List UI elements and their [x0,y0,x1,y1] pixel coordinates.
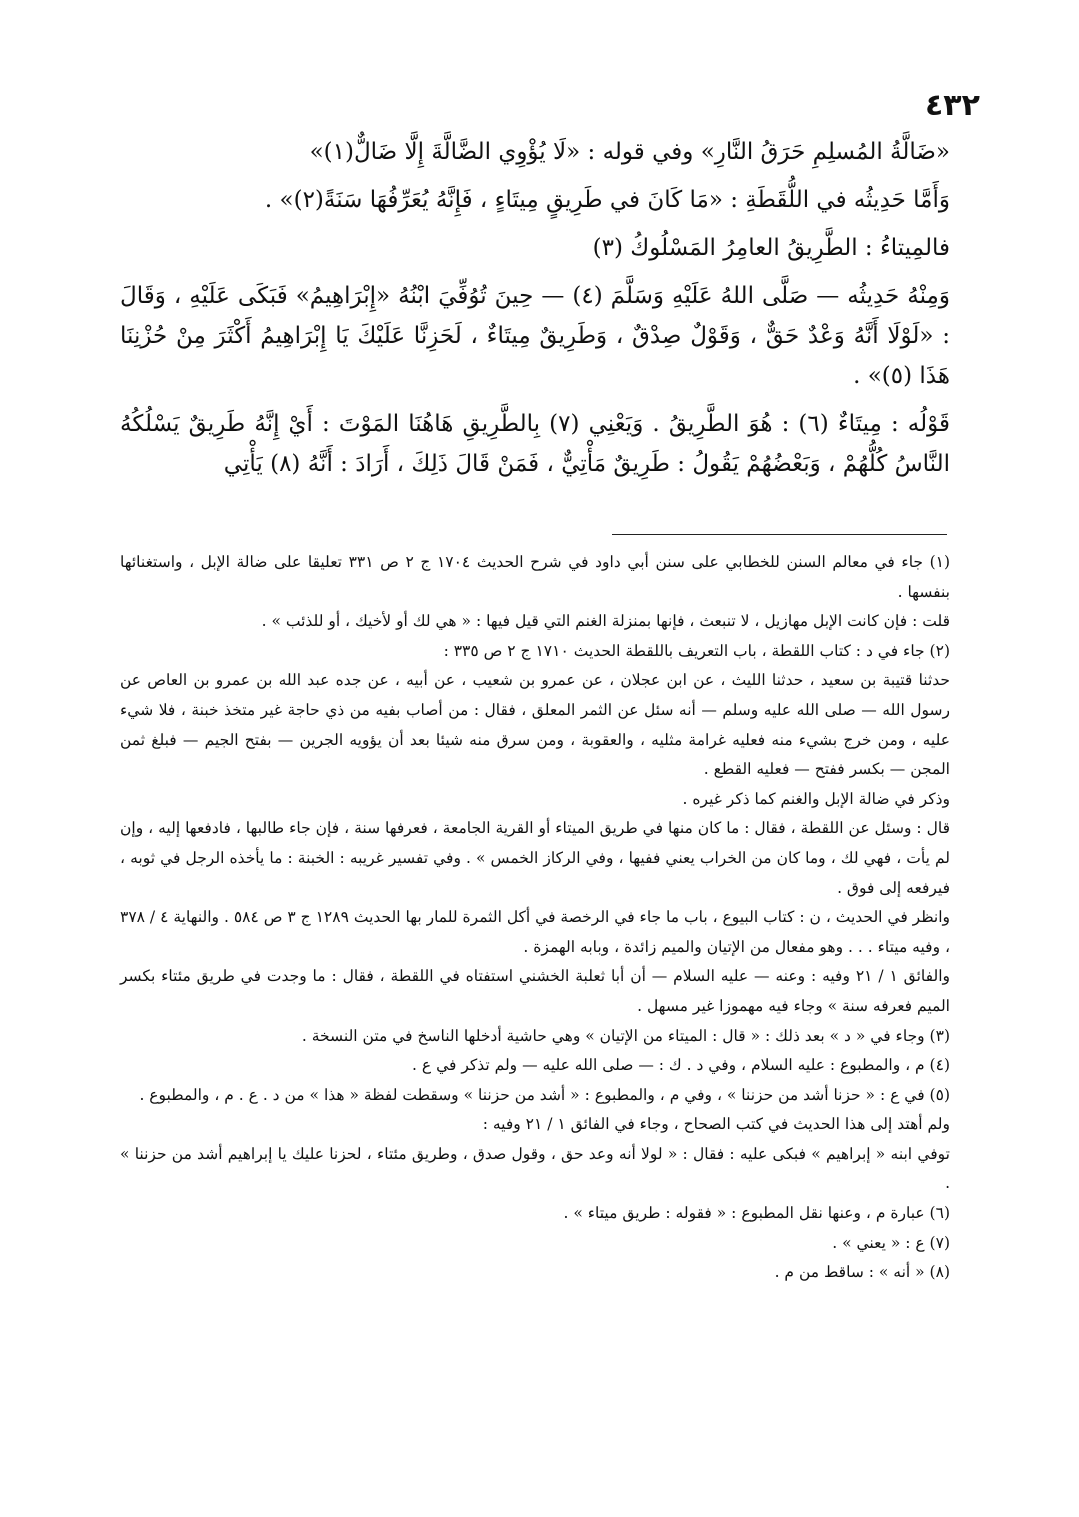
footnote-separator [612,534,947,535]
footnotes [120,548,950,1288]
footnote: ولم أهتد إلى هذا الحديث في كتب الصحاح ، وجاء في الفائق ١ / ٢١ وفيه : [482,1115,950,1134]
footnote: (٢) جاء في د : كتاب اللقطة ، باب التعريف باللقطة الحديث ١٧١٠ ج ٢ ص ٣٣٥ : [443,641,950,660]
footnote: (٣) وجاء في « د » بعد ذلك : « قال : الميتاء من الإتيان » وهي حاشية أدخلها الناسخ في متن النسخة . [301,1026,950,1045]
main-text [120,132,950,492]
footnote: (٦) عبارة م ، وعنها نقل المطبوع : « فقوله : طريق ميتاء » . [563,1204,950,1223]
footnote: وذكر في ضالة الإبل والغنم كما ذكر غيره . [682,789,950,808]
footnote: حدثنا قتيبة بن سعيد ، حدثنا الليث ، عن ابن عجلان ، عن عمرو بن شعيب ، عن أبيه ، عن جده عبد الله بن عمرو بن العاص عن رسول الله — صلى الله عليه وسلم — أنه سئل عن الثمر المعلق ، فقال : من أصاب بفيه من ذي حاجة غير متخذ خبنة ، فلا شيء عليه ، ومن خرج بشيء منه فعليه غرامة مثليه ، والعقوبة ، ومن سرق منه شيئا بعد أن يؤويه الجرين — بفتح الجيم — فبلغ ثمن المجن — بكسر ففتح — فعليه القطع . [120,671,950,779]
footnote: قلت : فإن كانت الإبل مهازيل ، لا تنبعث ، فإنها بمنزلة الغنم التي قيل فيها : « هي لك أو لأخيك ، أو للذئب » . [261,612,950,631]
footnote: (٤) م ، والمطبوع : عليه السلام ، وفي د . ك : — صلى الله عليه — ولم تذكر في ع . [412,1056,950,1075]
footnote: والفائق ١ / ٢١ وفيه : وعنه — عليه السلام — أن أبا ثعلبة الخشني استفتاه في اللقطة ، فقال : ما وجدت في طريق مئتاء بكسر الميم فعرفه سنة » وجاء فيه مهموزا غير مسهل . [120,967,950,1015]
footnote: (١) جاء في معالم السنن للخطابي على سنن أبي داود في شرح الحديث ١٧٠٤ ج ٢ ص ٣٣١ تعليقا على ضالة الإبل ، واستغنائها بنفسها . [120,553,951,601]
main-paragraph: وَمِنْهُ حَدِيثُه — صَلَّى اللهُ عَلَيْهِ وَسَلَّمَ (٤) — حِينَ تُوُفِّيَ ابْنُهُ «إِبْرَاهِيمُ» فَبَكَى عَلَيْهِ ، وَقَالَ : «لَوْلَا أَنَّهُ وَعْدٌ حَقٌّ ، وَقَوْلٌ صِدْقٌ ، وَطَرِيقٌ مِيتَاءٌ ، لَحَزِنَّا عَلَيْكَ يَا إِبْرَاهِيمُ أَكْثَرَ مِنْ حُزْنِنَا هَذَا (٥)» . [120,283,950,389]
main-paragraph: فالمِيتاءُ : الطَّرِيقُ العامِرُ المَسْلُوكُ (٣) [592,235,950,261]
footnote: وانظر في الحديث ، ن : كتاب البيوع ، باب ما جاء في الرخصة في أكل الثمرة للمار بها الحديث ١٢٨٩ ج ٣ ص ٥٨٤ . والنهاية ٤ / ٣٧٨ ، وفيه ميتاء . . . وهو مفعال من الإتيان والميم زائدة ، وبابه الهمزة . [120,908,951,956]
footnote: توفي ابنه « إبراهيم » فبكى عليه : فقال : « لولا أنه وعد حق ، وقول صدق ، وطريق مئتاء ، لحزنا عليك يا إبراهيم أشد من حزننا » . [120,1144,950,1193]
main-paragraph: قَوْلُه : مِيتَاءٌ (٦) : هُوَ الطَّرِيقُ . وَيَعْنِي (٧) بِالطَّرِيقِ هَاهُنَا المَوْتَ : أَيْ إِنَّهُ طَرِيقٌ يَسْلُكُهُ النَّاسُ كُلُّهُمْ ، وَبَعْضُهُمْ يَقُولُ : طَرِيقٌ مَأْتِيٌّ ، فَمَنْ قَالَ ذَلِكَ ، أَرَادَ : أَنَّهُ (٨) يَأْتِي [120,411,951,477]
footnote: (٧) ع : « يعني » . [832,1233,950,1252]
page-number: ٤٣٢ [925,88,980,123]
footnote: (٨) « أنه » : ساقط من م . [774,1263,950,1282]
main-paragraph: وَأَمَّا حَدِيثُه في اللُّقَطَةِ : «مَا كَانَ في طَرِيقٍ مِيتَاءٍ ، فَإِنَّهُ يُعَرِّفُهَا سَنَةً(٢)» . [264,187,950,213]
footnote: (٥) في ع : « حزنا أشد من حزننا » ، وفي م ، والمطبوع : « أشد من حزننا » وسقطت لفظة « هذا » من د . ع . م ، والمطبوع . [139,1085,950,1104]
main-paragraph: «ضَالَّةُ المُسلِمِ حَرَقُ النَّارِ» وفي قوله : «لَا يُؤْوِي الضَّالَّةَ إِلَّا ضَالٌّ(١)» [309,139,950,165]
footnote: قال : وسئل عن اللقطة ، فقال : ما كان منها في طريق الميتاء أو القرية الجامعة ، فعرفها سنة ، فإن جاء طالبها ، فادفعها إليه ، وإن لم يأت ، فهي لك ، وما كان من الخراب يعني ففيها ، وفي الركاز الخمس » . وفي تفسير غريبه : الخبنة : ما يأخذه الرجل في ثوبه ، فيرفعه إلى فوق . [120,819,950,897]
